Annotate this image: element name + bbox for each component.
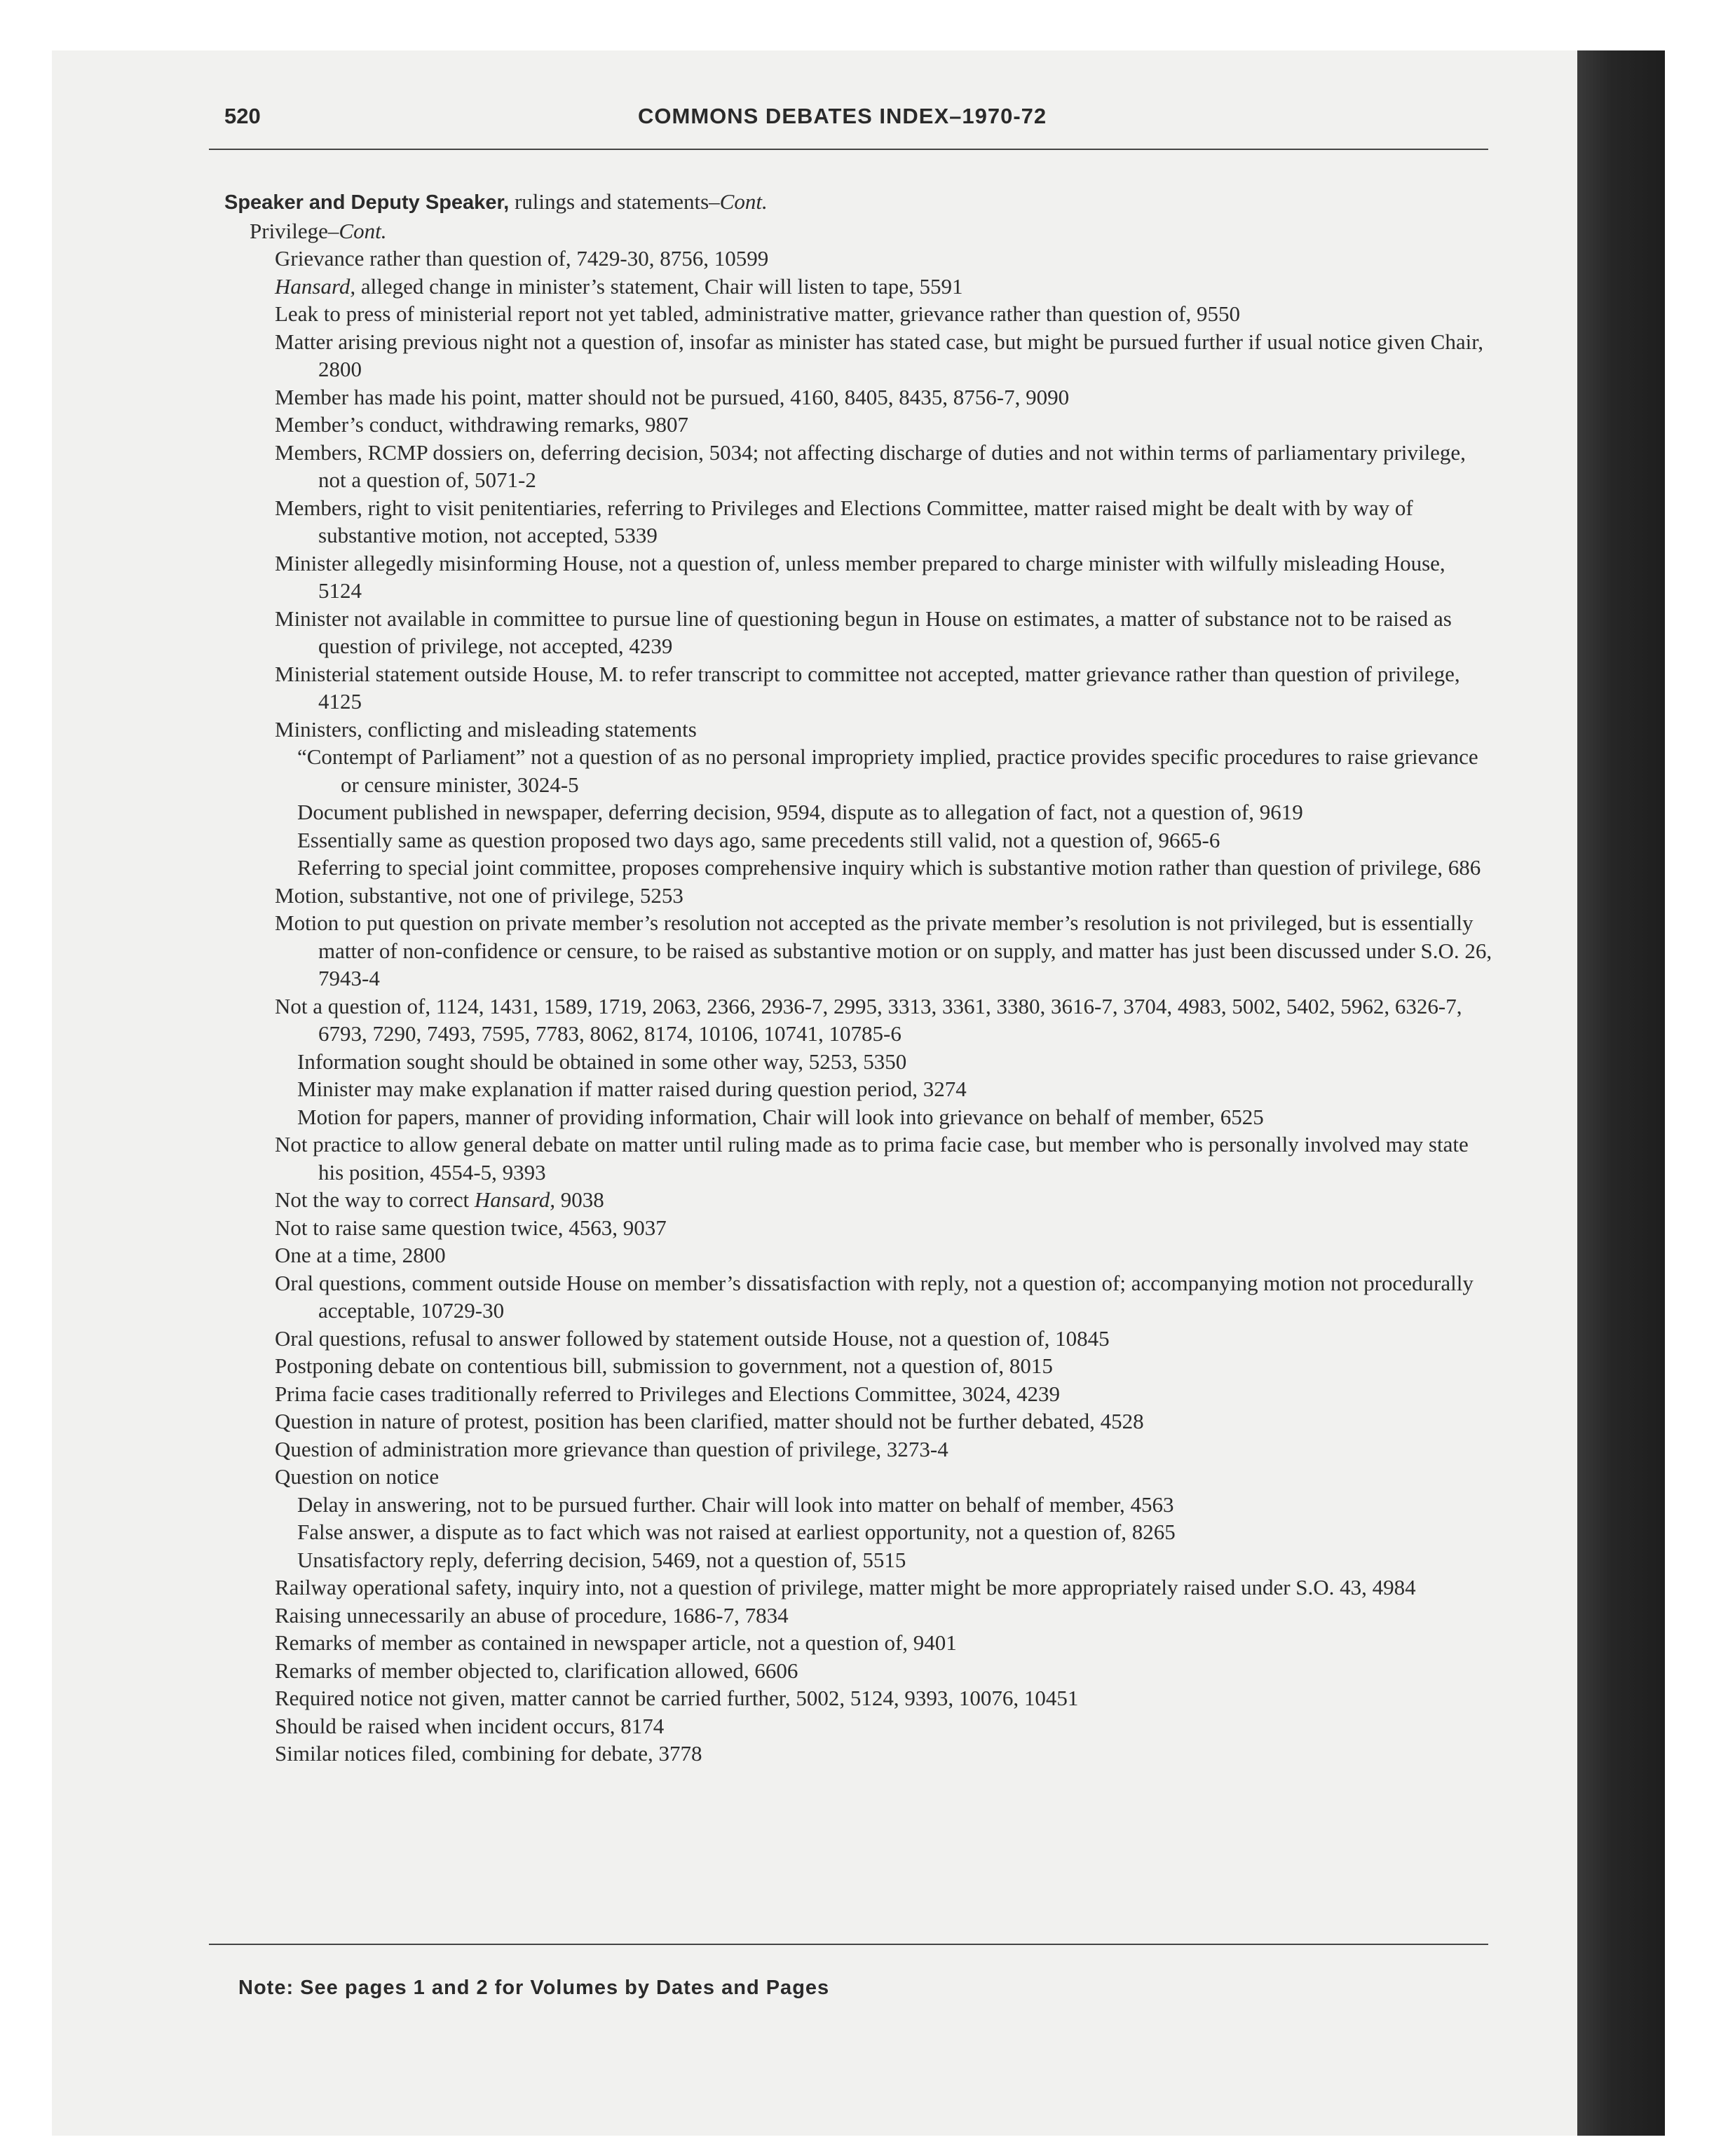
entry-text: False answer, a dispute as to fact which was not raised at earliest opportunity, not a question of, 8265 bbox=[297, 1520, 1176, 1544]
binding-strip bbox=[1577, 50, 1665, 2136]
entry-text: Railway operational safety, inquiry into, not a question of privilege, matter might be more appropriately raised under S.O. 43, 4984 bbox=[275, 1575, 1416, 1599]
index-entry bbox=[275, 1684, 1493, 1712]
index-entry bbox=[297, 1518, 1493, 1546]
entry-text: Oral questions, comment outside House on member’s dissatisfaction with reply, not a question of; accompanying motion not procedurally acceptable, 10729-30 bbox=[275, 1270, 1474, 1323]
entry-italic: Hansard, bbox=[474, 1187, 556, 1212]
entry-text: Motion to put question on private member’s resolution not accepted as the private member’s resolution is not privileged, but is essentially matter of non-confidence or censure, to be raised as substantive motion or on supply, and matter has just been discussed under S.O. 26, 7943-4 bbox=[275, 910, 1492, 990]
entry-text: Minister allegedly misinforming House, not a question of, unless member prepared to charge minister with wilfully misleading House, 5124 bbox=[275, 550, 1445, 603]
index-entry bbox=[275, 1241, 1493, 1269]
footer-note: Note: See pages 1 and 2 for Volumes by Dates and Pages bbox=[238, 1977, 830, 1999]
entry-text: Remarks of member objected to, clarification allowed, 6606 bbox=[275, 1658, 798, 1683]
header-rule bbox=[209, 149, 1488, 150]
index-entry bbox=[275, 1740, 1493, 1768]
entry-text: Member has made his point, matter should not be pursued, 4160, 8405, 8435, 8756-7, 9090 bbox=[275, 384, 1070, 409]
index-entry bbox=[275, 1435, 1493, 1464]
index-entry bbox=[275, 992, 1493, 1048]
page-number: 520 bbox=[224, 104, 261, 128]
index-entry bbox=[297, 1546, 1493, 1574]
entry-text: Raising unnecessarily an abuse of procedure, 1686-7, 7834 bbox=[275, 1602, 789, 1628]
entry-text: Minister not available in committee to pursue line of questioning begun in House on estimates, a matter of substance not to be raised as question of privilege, not accepted, 4239 bbox=[275, 606, 1452, 658]
index-entry bbox=[297, 743, 1493, 798]
entry-text: Required notice not given, matter cannot be carried further, 5002, 5124, 9393, 10076, 10451 bbox=[275, 1686, 1079, 1710]
index-entry bbox=[275, 1602, 1493, 1630]
entry-text: Not practice to allow general debate on matter until ruling made as to prima facie case, but member who is personally involved may state his position, 4554-5, 9393 bbox=[275, 1132, 1469, 1185]
entry-text: Referring to special joint committee, proposes comprehensive inquiry which is substantive motion rather than question of privilege, 686 bbox=[297, 855, 1481, 880]
subheading-name: Privilege– bbox=[250, 218, 339, 243]
entry-text: Matter arising previous night not a question of, insofar as minister has stated case, but might be pursued further if usual notice given Chair, 2800 bbox=[275, 329, 1484, 381]
index-entry bbox=[275, 1380, 1493, 1408]
subheading-cont: Cont. bbox=[339, 218, 387, 243]
entry-text: Not the way to correct bbox=[275, 1187, 475, 1212]
running-title: COMMONS DEBATES INDEX–1970-72 bbox=[638, 104, 1047, 128]
entry-text: Remarks of member as contained in newspaper article, not a question of, 9401 bbox=[275, 1630, 957, 1655]
index-heading bbox=[224, 188, 1493, 217]
index-entry bbox=[297, 798, 1493, 826]
entry-text: 9038 bbox=[555, 1187, 604, 1212]
index-entry bbox=[275, 1352, 1493, 1380]
index-entry bbox=[275, 328, 1493, 383]
index-entry bbox=[275, 1186, 1493, 1214]
entry-italic: Hansard, bbox=[275, 273, 356, 299]
index-entry bbox=[275, 605, 1493, 660]
index-entry bbox=[275, 1629, 1493, 1657]
index-entry bbox=[275, 411, 1493, 439]
index-entries bbox=[224, 188, 1493, 1768]
entry-text: Document published in newspaper, deferring decision, 9594, dispute as to allegation of fact, not a question of, 9619 bbox=[297, 800, 1303, 824]
entry-text: One at a time, 2800 bbox=[275, 1243, 446, 1267]
entry-text: Members, RCMP dossiers on, deferring decision, 5034; not affecting discharge of duties and not within terms of parliamentary privilege, not a question of, 5071-2 bbox=[275, 439, 1466, 492]
index-entry bbox=[297, 826, 1493, 854]
entry-text: Ministers, conflicting and misleading statements bbox=[275, 716, 697, 742]
index-entry bbox=[297, 1491, 1493, 1519]
index-entry bbox=[275, 245, 1493, 273]
index-entry bbox=[275, 383, 1493, 411]
index-entry bbox=[275, 494, 1493, 550]
entry-text: Member’s conduct, withdrawing remarks, 9807 bbox=[275, 412, 689, 437]
entry-text: alleged change in minister’s statement, Chair will listen to tape, 5591 bbox=[355, 273, 963, 299]
entry-text: Oral questions, refusal to answer followed by statement outside House, not a question of, 10845 bbox=[275, 1325, 1110, 1351]
index-entry bbox=[275, 273, 1493, 301]
index-entry bbox=[275, 1269, 1493, 1325]
index-entry bbox=[275, 1574, 1493, 1602]
entry-text: Postponing debate on contentious bill, submission to government, not a question of, 8015 bbox=[275, 1353, 1053, 1378]
entry-text: Delay in answering, not to be pursued further. Chair will look into matter on behalf of member, 4563 bbox=[297, 1492, 1174, 1517]
index-entry bbox=[275, 882, 1493, 910]
index-entry bbox=[275, 1712, 1493, 1740]
index-entry bbox=[275, 909, 1493, 992]
entry-text: Not a question of, 1124, 1431, 1589, 1719, 2063, 2366, 2936-7, 2995, 3313, 3361, 3380, 3616-7, 3704, 4983, 5002, 5402, 5962, 6326-7, 6793, 7290, 7493, 7595, 7783, 8062, 8174, 10106, 10741, 10785-6 bbox=[275, 993, 1462, 1046]
index-subheading bbox=[250, 217, 1493, 245]
heading-name: Speaker and Deputy Speaker, bbox=[224, 191, 510, 214]
page-header bbox=[224, 104, 1486, 146]
index-entry bbox=[275, 1131, 1493, 1186]
entry-text: Question in nature of protest, position has been clarified, matter should not be further debated, 4528 bbox=[275, 1409, 1144, 1433]
heading-cont: Cont. bbox=[719, 189, 768, 214]
entry-text: Motion for papers, manner of providing information, Chair will look into grievance on behalf of member, 6525 bbox=[297, 1104, 1264, 1129]
entry-text: Not to raise same question twice, 4563, 9037 bbox=[275, 1215, 667, 1240]
index-entry bbox=[275, 1407, 1493, 1435]
index-entry bbox=[275, 439, 1493, 494]
entry-text: Information sought should be obtained in some other way, 5253, 5350 bbox=[297, 1049, 907, 1074]
index-entry bbox=[275, 1325, 1493, 1353]
entry-text: “Contempt of Parliament” not a question of as no personal impropriety implied, practice provides specific procedures to raise grievance or censure minister, 3024-5 bbox=[297, 744, 1478, 797]
index-entry bbox=[297, 1048, 1493, 1076]
entry-text: Question on notice bbox=[275, 1464, 440, 1489]
index-entry bbox=[275, 1214, 1493, 1242]
index-entry bbox=[275, 550, 1493, 605]
entry-text: Unsatisfactory reply, deferring decision, 5469, not a question of, 5515 bbox=[297, 1547, 906, 1572]
index-entry bbox=[275, 716, 1493, 744]
entry-text: Leak to press of ministerial report not yet tabled, administrative matter, grievance rather than question of, 9550 bbox=[275, 301, 1240, 326]
entry-text: Should be raised when incident occurs, 8174 bbox=[275, 1713, 665, 1738]
entry-text: Question of administration more grievance than question of privilege, 3273-4 bbox=[275, 1436, 948, 1461]
entry-text: Similar notices filed, combining for debate, 3778 bbox=[275, 1741, 702, 1766]
entry-text: Ministerial statement outside House, M. to refer transcript to committee not accepted, matter grievance rather than question of privilege, 4125 bbox=[275, 661, 1460, 714]
entry-text: Essentially same as question proposed two days ago, same precedents still valid, not a question of, 9665-6 bbox=[297, 827, 1220, 852]
index-entry bbox=[297, 1075, 1493, 1103]
entry-text: Minister may make explanation if matter raised during question period, 3274 bbox=[297, 1077, 967, 1101]
entry-text: Grievance rather than question of, 7429-30, 8756, 10599 bbox=[275, 246, 769, 271]
heading-rest: rulings and statements– bbox=[509, 189, 720, 214]
index-entry bbox=[275, 1463, 1493, 1491]
entry-text: Prima facie cases traditionally referred to Privileges and Elections Committee, 3024, 4239 bbox=[275, 1381, 1060, 1406]
index-entry bbox=[275, 1657, 1493, 1685]
entry-text: Motion, substantive, not one of privilege, 5253 bbox=[275, 882, 683, 908]
index-entry bbox=[275, 300, 1493, 328]
index-entry bbox=[297, 1103, 1493, 1131]
entry-text: Members, right to visit penitentiaries, referring to Privileges and Elections Committee, matter raised might be dealt with by way of substantive motion, not accepted, 5339 bbox=[275, 495, 1413, 547]
index-entry bbox=[297, 854, 1493, 882]
footer-rule bbox=[209, 1944, 1488, 1945]
index-entry bbox=[275, 660, 1493, 716]
